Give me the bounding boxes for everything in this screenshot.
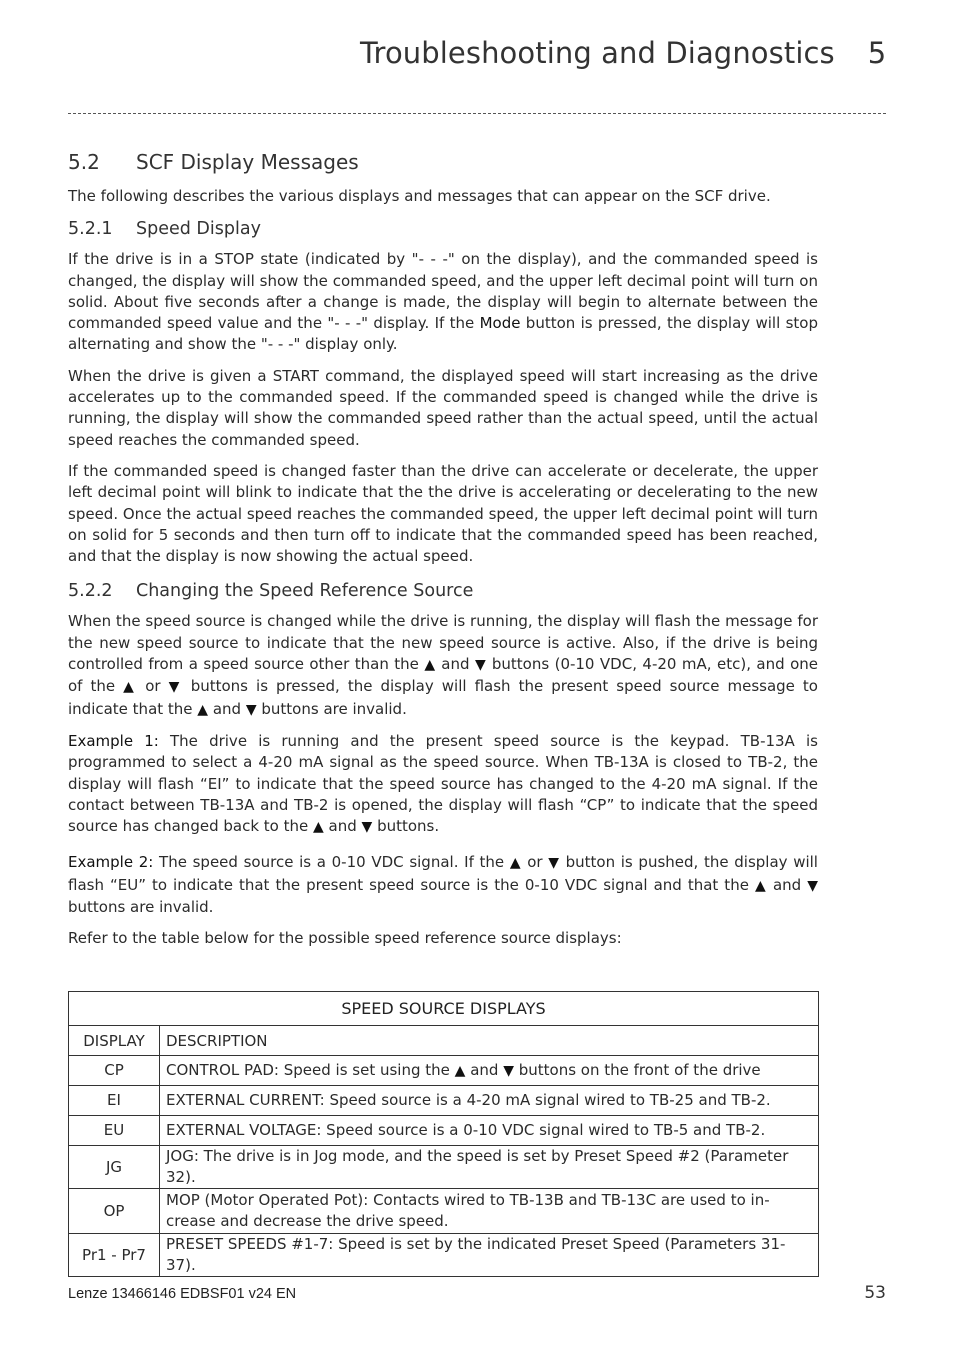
down-arrow-icon: ▼ bbox=[168, 679, 183, 696]
text-run: button is pushed, the display will flash “EU” to indicate that the present speed source is the 0-10 VDC signal and that the bbox=[68, 853, 818, 894]
down-arrow-icon: ▼ bbox=[474, 657, 487, 674]
text-run: buttons on the front of the drive bbox=[513, 1060, 761, 1079]
section-intro: The following describes the various displays and messages that can appear on the SCF drive. bbox=[68, 187, 771, 205]
down-arrow-icon: ▼ bbox=[548, 855, 560, 872]
table-row bbox=[69, 1086, 819, 1116]
display-code: JG bbox=[69, 1146, 160, 1189]
table-row bbox=[69, 1146, 819, 1189]
text-run: and bbox=[208, 699, 246, 718]
text-run: If the drive is in a STOP state (indicated by "- - -" on the display), and the commanded speed is changed, the display will show the commanded speed, and the upper left decimal point will turn on solid. About five seconds after a change is made, the display will begin to alternate between the commanded speed value and the "- - -" display. If the bbox=[68, 250, 818, 333]
section-heading bbox=[68, 150, 818, 174]
paragraph-example-2 bbox=[68, 852, 818, 918]
header-divider bbox=[68, 113, 886, 114]
up-arrow-icon: ▲ bbox=[197, 701, 209, 718]
table-header-row bbox=[69, 1026, 819, 1056]
footer-document-id: Lenze 13466146 EDBSF01 v24 EN bbox=[68, 1286, 297, 1302]
display-code: CP bbox=[69, 1056, 160, 1086]
table-caption-row bbox=[69, 992, 819, 1026]
text-run: CONTROL PAD: Speed is set using the bbox=[166, 1060, 455, 1079]
text-run: and bbox=[435, 655, 475, 674]
section-title: SCF Display Messages bbox=[136, 150, 359, 174]
up-arrow-icon: ▲ bbox=[754, 877, 767, 894]
up-arrow-icon: ▲ bbox=[123, 679, 138, 696]
subsection-title: Changing the Speed Reference Source bbox=[136, 581, 474, 602]
text-run: or bbox=[137, 677, 169, 696]
chapter-number: 5 bbox=[867, 36, 887, 70]
text-run: and bbox=[465, 1060, 504, 1079]
display-code: EU bbox=[69, 1116, 160, 1146]
display-description bbox=[160, 1056, 819, 1086]
display-description: PRESET SPEEDS #1-7: Speed is set by the indicated Preset Speed (Parameters 31-37). bbox=[160, 1234, 819, 1277]
text-run: and bbox=[323, 817, 362, 836]
column-header-description: DESCRIPTION bbox=[160, 1026, 819, 1056]
example-2-label: Example 2: bbox=[68, 853, 154, 872]
subsection-heading-speed-reference bbox=[68, 581, 818, 601]
text-run: The speed source is a 0-10 VDC signal. If the bbox=[153, 853, 510, 872]
paragraph-decimal-point: If the commanded speed is changed faster than the drive can accelerate or decelerate, the upper left decimal point will blink to indicate that the the drive is accelerating or decelerating to the new speed. Once the actual speed reaches the commanded speed, the upper left decimal point will turn on solid for 5 seconds and then turn off to indicate that the commanded speed has been reached, and that the display is now showing the actual speed. bbox=[68, 461, 818, 566]
subsection-number: 5.2.2 bbox=[68, 581, 113, 602]
text-run: buttons are invalid. bbox=[256, 699, 407, 718]
display-description: JOG: The drive is in Jog mode, and the speed is set by Preset Speed #2 (Parameter 32). bbox=[160, 1146, 819, 1189]
up-arrow-icon: ▲ bbox=[312, 819, 324, 836]
text-run: button is pressed, the display will stop alternating and show the "- - -" display only. bbox=[68, 314, 818, 354]
subsection-title: Speed Display bbox=[136, 219, 261, 240]
text-run: or bbox=[521, 853, 549, 872]
page-content bbox=[68, 150, 818, 960]
display-description: EXTERNAL VOLTAGE: Speed source is a 0-10 VDC signal wired to TB-5 and TB-2. bbox=[160, 1116, 819, 1146]
display-code: OP bbox=[69, 1189, 160, 1234]
text-run: buttons are invalid. bbox=[68, 898, 214, 917]
up-arrow-icon: ▲ bbox=[424, 657, 436, 674]
text-run: buttons (0-10 VDC, 4-20 mA, etc), and one of the bbox=[68, 655, 818, 696]
paragraph-example-1 bbox=[68, 731, 818, 838]
paragraph-start-command: When the drive is given a START command, the displayed speed will start increasing as the drive accelerates up to the commanded speed. If the commanded speed is changed while the drive is running, the display will show the commanded speed rather than the actual speed, until the actual speed reaches the commanded speed. bbox=[68, 366, 818, 449]
paragraph-refer-table: Refer to the table below for the possible speed reference source displays: bbox=[68, 929, 622, 948]
page-number: 53 bbox=[864, 1283, 886, 1303]
example-1-label: Example 1: bbox=[68, 731, 159, 750]
table-row bbox=[69, 1116, 819, 1146]
display-code: EI bbox=[69, 1086, 160, 1116]
paragraph-stop-state bbox=[68, 249, 818, 355]
table-row bbox=[69, 1234, 819, 1277]
chapter-title: Troubleshooting and Diagnostics bbox=[360, 36, 835, 70]
down-arrow-icon: ▼ bbox=[503, 1062, 514, 1079]
mode-button-label: Mode bbox=[479, 314, 521, 333]
text-run: When the speed source is changed while the drive is running, the display will flash the message for the new speed source to indicate that the new speed source is active. Also, if the drive is being controlled from a speed source other than the bbox=[68, 612, 818, 674]
section-number: 5.2 bbox=[68, 150, 100, 174]
up-arrow-icon: ▲ bbox=[454, 1062, 466, 1079]
table-caption: SPEED SOURCE DISPLAYS bbox=[69, 992, 819, 1026]
paragraph-speed-source bbox=[68, 611, 818, 720]
down-arrow-icon: ▼ bbox=[361, 819, 373, 836]
table-row bbox=[69, 1056, 819, 1086]
display-code: Pr1 - Pr7 bbox=[69, 1234, 160, 1277]
text-run: and bbox=[766, 875, 808, 894]
text-run: The drive is running and the present speed source is the keypad. TB-13A is programmed to select a 4-20 mA signal as the speed source. When TB-13A is closed to TB-2, the display will flash “EI” to indicate that the speed source has changed to the 4-20 mA signal. If the contact between TB-13A and TB-2 is opened, the display will flash “CP” to indicate that the speed source has changed back to the bbox=[68, 731, 818, 836]
text-run: buttons is pressed, the display will flash the present speed source message to indicate that the bbox=[68, 677, 818, 718]
table-row bbox=[69, 1189, 819, 1234]
speed-source-table bbox=[68, 991, 819, 1277]
down-arrow-icon: ▼ bbox=[245, 701, 257, 718]
display-description: MOP (Motor Operated Pot): Contacts wired to TB-13B and TB-13C are used to in-crease and decrease the drive speed. bbox=[160, 1189, 819, 1234]
subsection-heading-speed-display bbox=[68, 219, 818, 239]
up-arrow-icon: ▲ bbox=[509, 855, 522, 872]
subsection-number: 5.2.1 bbox=[68, 219, 113, 240]
down-arrow-icon: ▼ bbox=[807, 877, 818, 894]
column-header-display: DISPLAY bbox=[69, 1026, 160, 1056]
display-description: EXTERNAL CURRENT: Speed source is a 4-20 mA signal wired to TB-25 and TB-2. bbox=[160, 1086, 819, 1116]
text-run: buttons. bbox=[372, 817, 440, 836]
